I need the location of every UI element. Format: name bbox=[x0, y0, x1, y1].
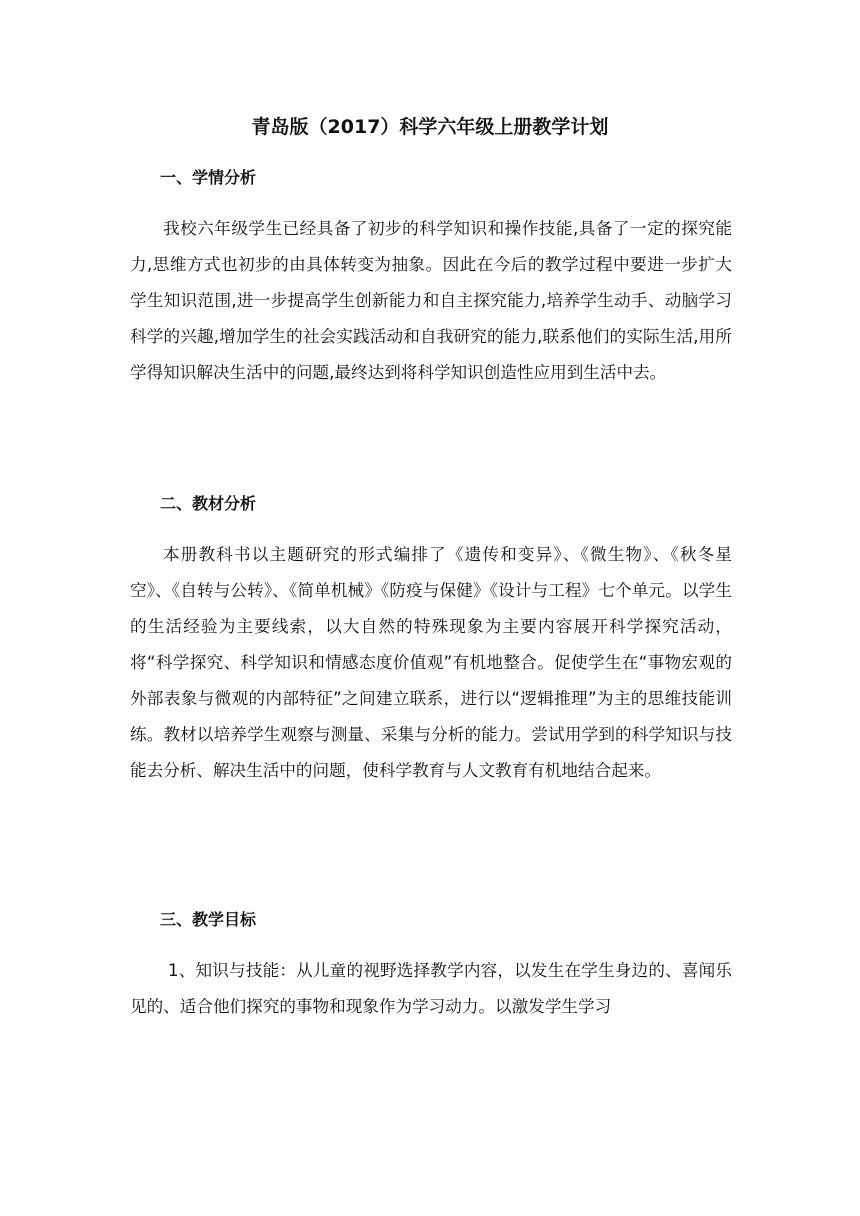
section-heading-teaching-goals: 三、教学目标 bbox=[160, 910, 257, 929]
document-title: 青岛版（2017）科学六年级上册教学计划 bbox=[251, 116, 609, 138]
section-heading-student-analysis: 一、学情分析 bbox=[160, 168, 257, 187]
section-paragraph-teaching-goals: 1、知识与技能：从儿童的视野选择教学内容，以发生在学生身边的、喜闻乐见的、适合他们探究的事物和现象作为学习动力。以激发学生学习 bbox=[130, 961, 732, 1016]
section-paragraph-student-analysis: 我校六年级学生已经具备了初步的科学知识和操作技能,具备了一定的探究能力,思维方式也初步的由具体转变为抽象。因此在今后的教学过程中要进一步扩大学生知识范围,进一步提高学生创新能力和自主探究能力,培养学生动手、动脑学习科学的兴趣,增加学生的社会实践活动和自我研究的能力,联系他们的实际生活,用所学得知识解决生活中的问题,最终达到将科学知识创造性应用到生活中去。 bbox=[130, 219, 732, 382]
section-heading-textbook-analysis: 二、教材分析 bbox=[160, 494, 257, 513]
section-paragraph-textbook-analysis: 本册教科书以主题研究的形式编排了《遗传和变异》、《微生物》、《秋冬星空》、《自转与公转》、《简单机械》《防疫与保健》《设计与工程》七个单元。以学生的生活经验为主要线索，以大自然的特殊现象为主要内容展开科学探究活动，将“科学探究、科学知识和情感态度价值观”有机地整合。促使学生在“事物宏观的外部表象与微观的内部特征”之间建立联系，进行以“逻辑推理”为主的思维技能训练。教材以培养学生观察与测量、采集与分析的能力。尝试用学到的科学知识与技能去分析、解决生活中的问题，使科学教育与人文教育有机地结合起来。 bbox=[130, 545, 732, 780]
